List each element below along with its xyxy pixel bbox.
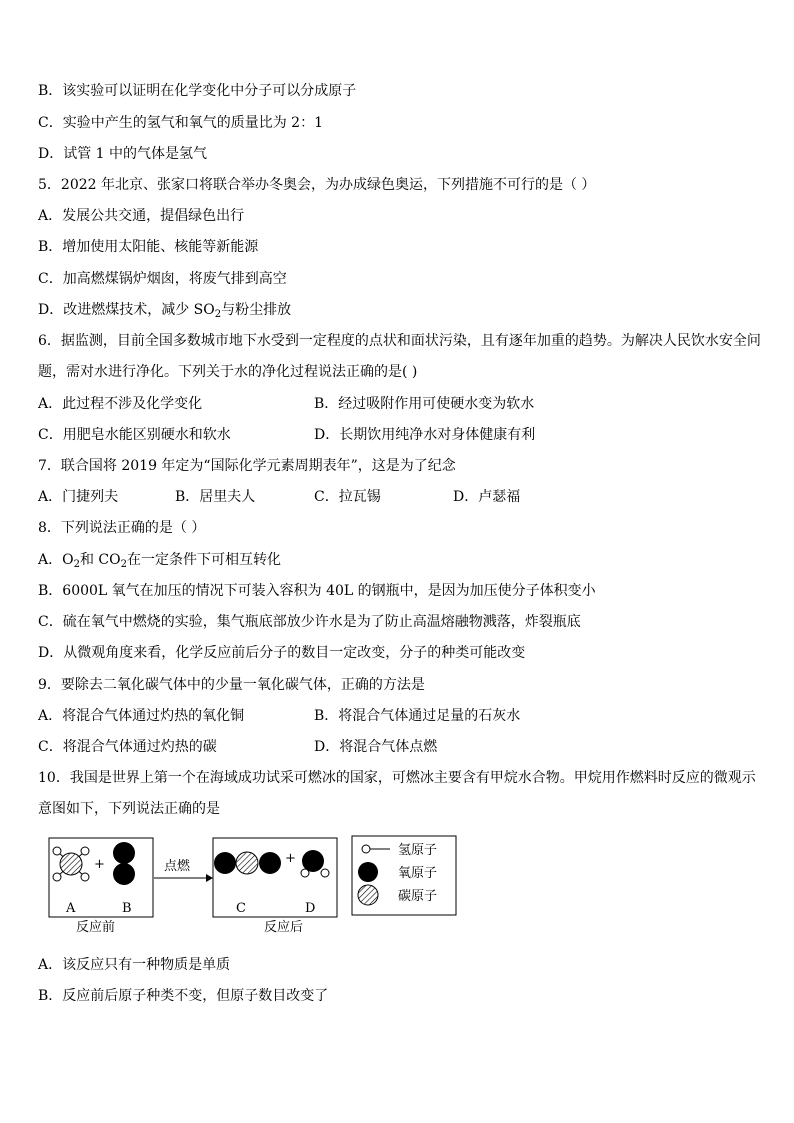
q6-option-c: C．用肥皂水能区别硬水和软水: [38, 427, 231, 443]
molecule-b-oxygen: [113, 842, 135, 885]
q8-option-b: B．6000L 氧气在加压的情况下可装入容积为 40L 的钢瓶中，是因为加压使分子体积变小: [38, 583, 596, 599]
q8-option-a-sub1: 2: [73, 559, 80, 570]
q5-option-d-pre: D．改进燃煤技术，减少 SO: [38, 302, 215, 318]
q4-option-b: B．该实验可以证明在化学变化中分子可以分成原子: [38, 83, 357, 99]
label-after: 反应后: [264, 920, 304, 935]
legend-hydrogen: [362, 843, 437, 858]
label-c: C: [236, 901, 246, 916]
q5-option-a: A．发展公共交通，提倡绿色出行: [38, 208, 245, 224]
q8-option-a-part3: 在一定条件下可相互转化: [126, 552, 281, 568]
q7-option-a: A．门捷列夫: [38, 489, 119, 505]
q8-option-d: D．从微观角度来看，化学反应前后分子的数目一定改变，分子的种类可能改变: [38, 645, 526, 661]
q10-stem-line2: 意图如下，下列说法正确的是: [38, 801, 220, 817]
q8-option-a: [38, 551, 281, 569]
q6-stem-line2: 题，需对水进行净化。下列关于水的净化过程说法正确的是( ): [38, 364, 418, 380]
reaction-arrow: [154, 858, 213, 882]
q10-stem-line1: 10．我国是世界上第一个在海域成功试采可燃冰的国家，可燃冰主要含有甲烷水合物。甲烷用作燃料时反应的微观示: [38, 770, 756, 786]
plus-sign-left: +: [94, 857, 105, 872]
label-before: 反应前: [76, 920, 116, 935]
legend-oxygen: [358, 862, 437, 882]
legend-oxygen-label: 氧原子: [398, 866, 438, 881]
molecule-c-co2: [214, 852, 281, 874]
label-b: B: [122, 901, 132, 916]
q9-option-b: B．将混合气体通过足量的石灰水: [314, 708, 521, 724]
q6-option-a: A．此过程不涉及化学变化: [38, 396, 203, 412]
legend-carbon: [358, 885, 437, 905]
q6-option-d: D．长期饮用纯净水对身体健康有利: [314, 427, 536, 443]
q5-stem: 5．2022 年北京、张家口将联合举办冬奥会，为办成绿色奥运，下列措施不可行的是（ ）: [38, 177, 596, 193]
q4-option-c: C．实验中产生的氢气和氧气的质量比为 2：1: [38, 115, 323, 131]
reaction-diagram: [40, 832, 460, 942]
legend-box: [352, 836, 456, 915]
legend-hydrogen-label: 氢原子: [398, 843, 438, 858]
q10-option-a: A．该反应只有一种物质是单质: [38, 957, 231, 973]
q5-option-d-post: 与粉尘排放: [221, 302, 292, 318]
q5-option-b: B．增加使用太阳能、核能等新能源: [38, 239, 259, 255]
plus-sign-right: +: [285, 851, 296, 866]
molecule-a-methane: [53, 847, 89, 881]
legend-carbon-label: 碳原子: [398, 889, 438, 904]
q4-option-d: D．试管 1 中的气体是氢气: [38, 146, 208, 162]
q8-option-a-part2: 和 CO: [79, 552, 121, 568]
q9-option-c: C．将混合气体通过灼热的碳: [38, 739, 217, 755]
molecule-d-water: [301, 850, 329, 877]
q8-stem: 8．下列说法正确的是（ ）: [38, 520, 206, 536]
q5-option-c: C．加高燃煤锅炉烟囱，将废气排到高空: [38, 271, 287, 287]
q8-option-c: C．硫在氧气中燃烧的实验，集气瓶底部放少许水是为了防止高温熔融物溅落，炸裂瓶底: [38, 614, 581, 630]
q5-option-d: [38, 301, 291, 319]
arrow-label-ignite: 点燃: [164, 859, 191, 874]
q5-option-d-sub: 2: [214, 309, 222, 320]
q7-option-b: B．居里夫人: [175, 489, 256, 505]
q9-option-a: A．将混合气体通过灼热的氧化铜: [38, 708, 245, 724]
label-a: A: [66, 901, 76, 916]
q7-stem: 7．联合国将 2019 年定为“国际化学元素周期表年”，这是为了纪念: [38, 458, 456, 474]
q8-option-a-sub2: 2: [120, 559, 127, 570]
q10-option-b: B．反应前后原子种类不变，但原子数目改变了: [38, 988, 329, 1004]
q7-option-d: D．卢瑟福: [453, 489, 521, 505]
q7-option-c: C．拉瓦锡: [314, 489, 381, 505]
after-box: [213, 838, 337, 917]
q6-stem-line1: 6．据监测，目前全国多数城市地下水受到一定程度的点状和面状污染，且有逐年加重的趋势。为解决人民饮水安全问: [38, 333, 761, 349]
q9-stem: 9．要除去二氧化碳气体中的少量一氧化碳气体，正确的方法是: [38, 677, 425, 693]
q6-option-b: B．经过吸附作用可使硬水变为软水: [314, 396, 535, 412]
q9-option-d: D．将混合气体点燃: [314, 739, 438, 755]
before-box: [49, 838, 153, 917]
q8-option-a-part1: A．O: [38, 552, 74, 568]
label-d: D: [305, 901, 316, 916]
